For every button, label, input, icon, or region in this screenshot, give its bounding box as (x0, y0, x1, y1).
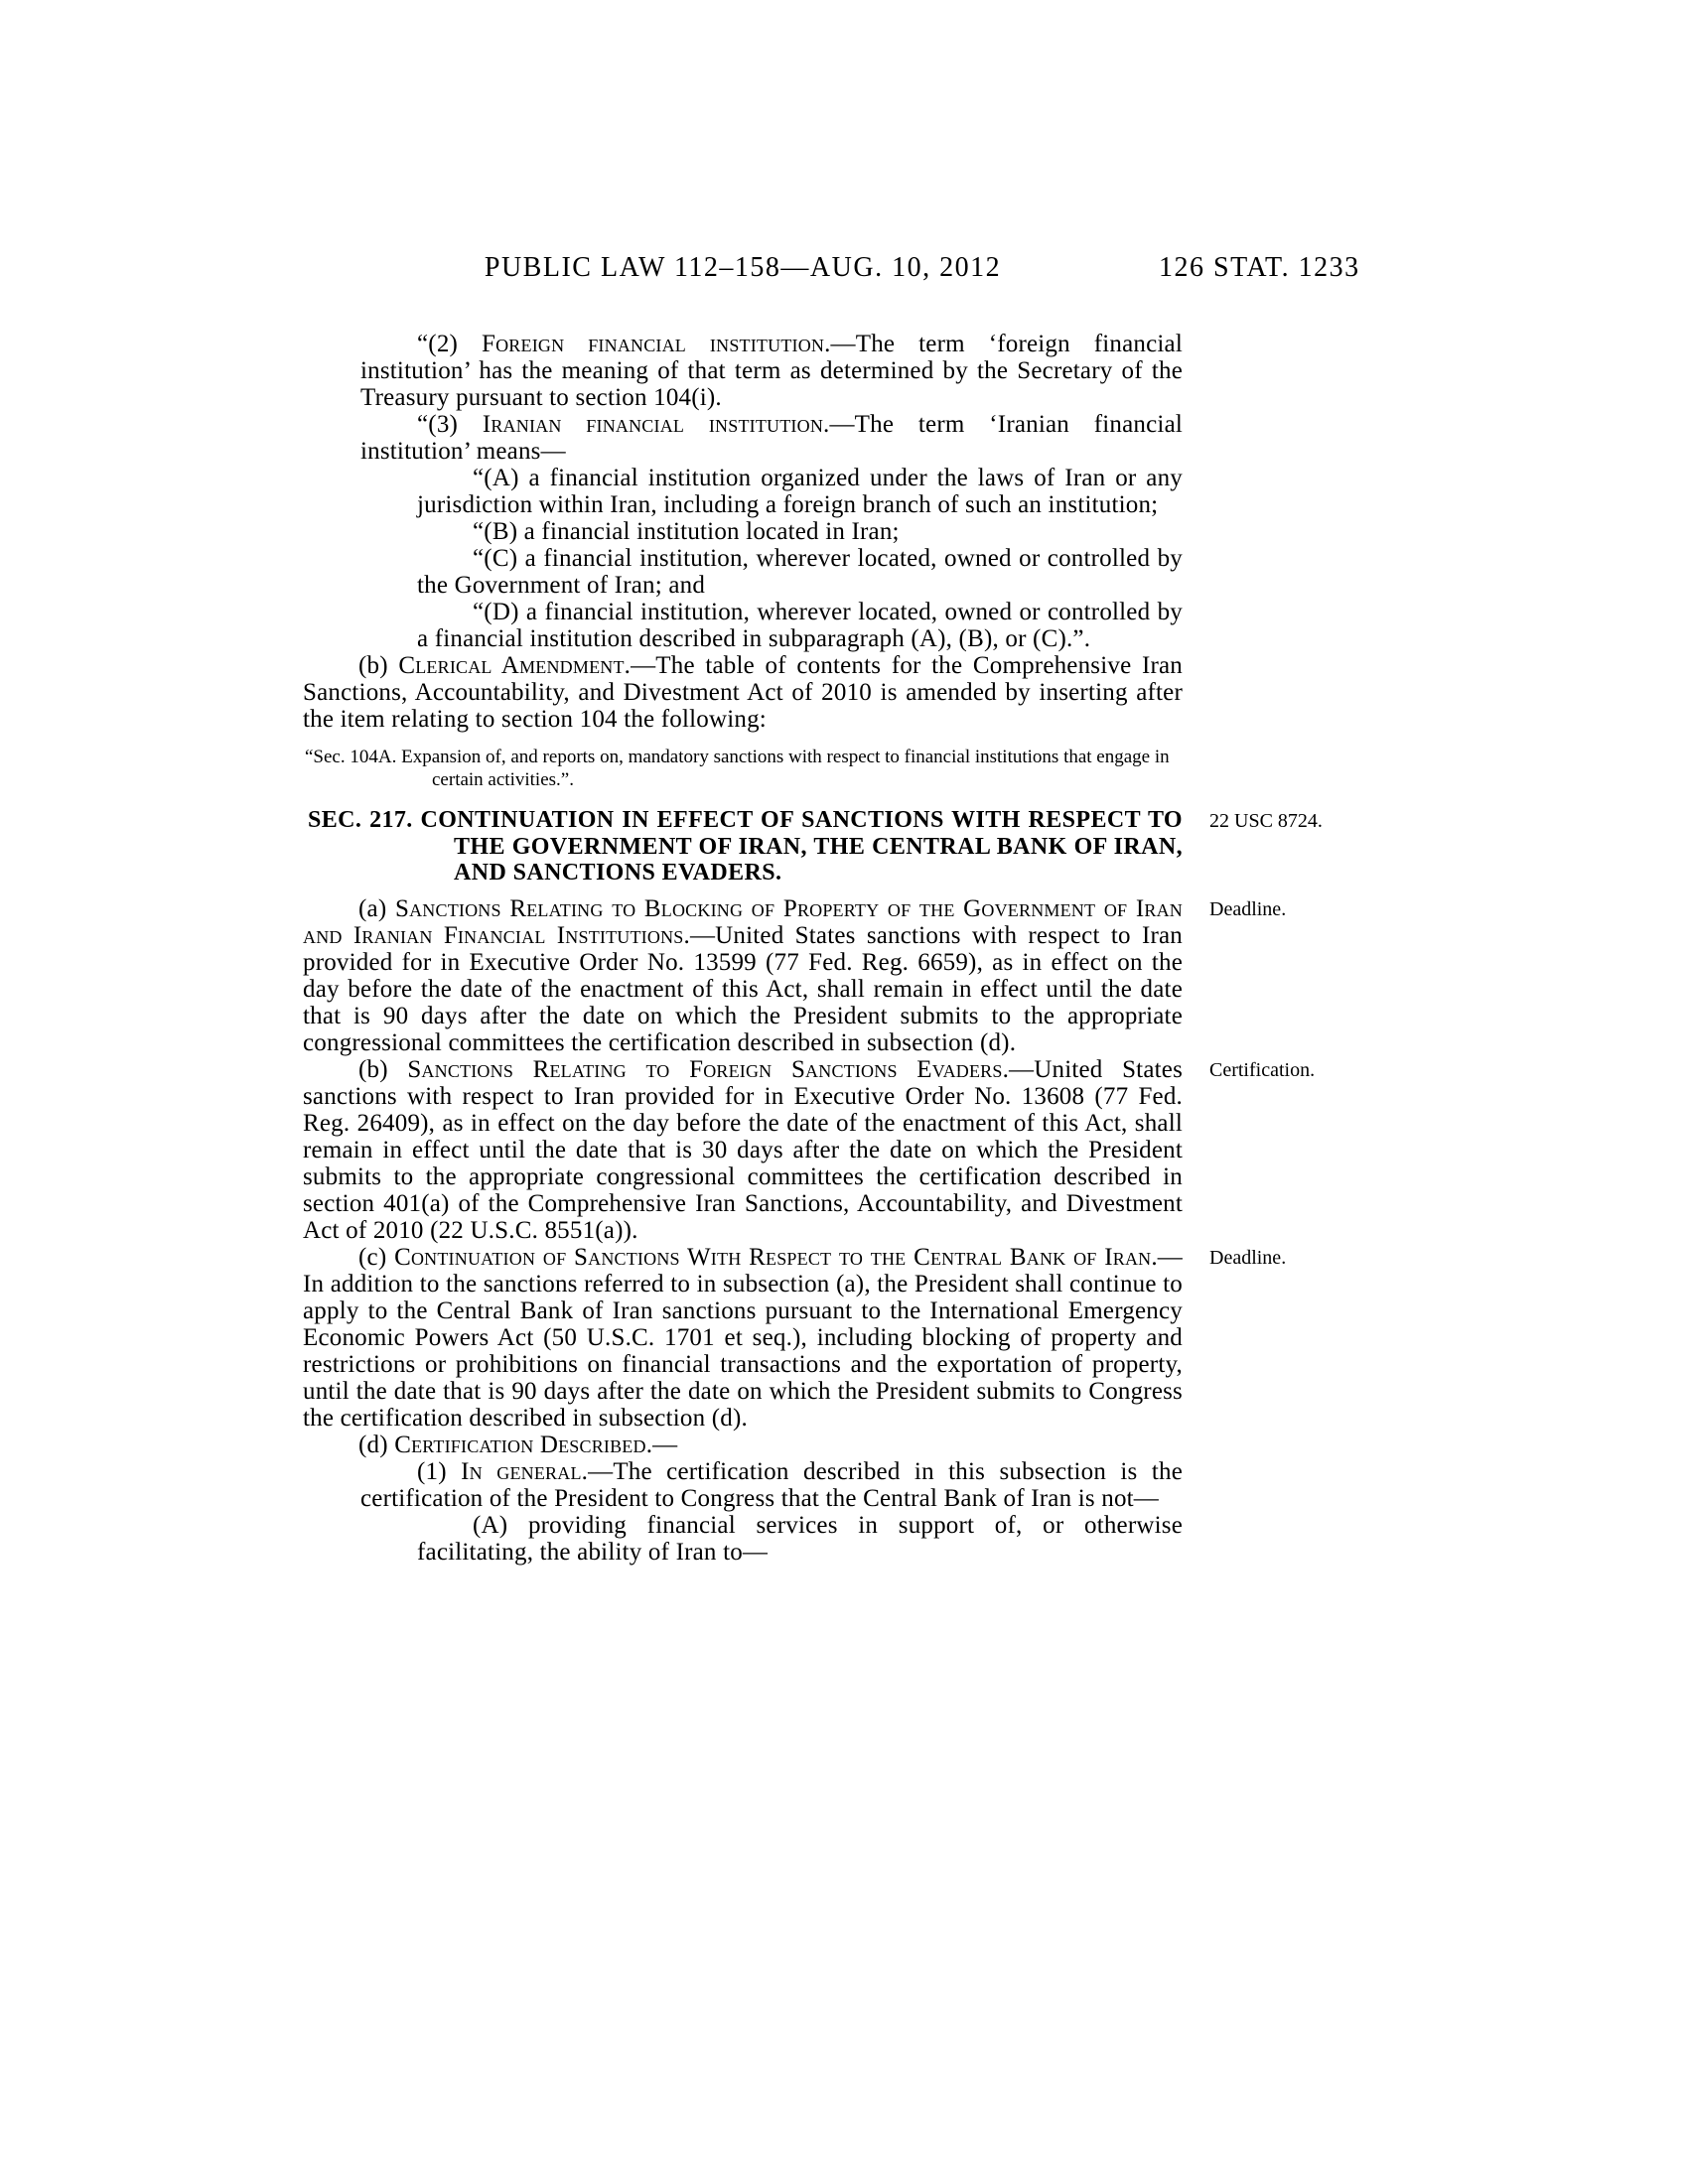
paragraph (303, 1243, 1287, 1432)
paragraph (303, 894, 1287, 1056)
body-column (303, 331, 1323, 1566)
paragraph (303, 1432, 1183, 1458)
text-run: “Sec. 104A. Expansion of, and reports on, mandatory sanctions with respect to financial institutions that engage in certain activities.”. (305, 747, 1170, 790)
section-heading (303, 807, 1323, 887)
text-run: “(3) (417, 411, 483, 438)
small-caps-run: Clerical Amendment (398, 652, 625, 679)
text-run: (d) (358, 1431, 395, 1458)
margin-note: 22 USC 8724. (1209, 810, 1323, 832)
text-run: (c) (358, 1243, 395, 1271)
text-run: .—United States sanctions with respect to Iran provided for in Executive Order No. 13599 (77 Fed. Reg. 6659), as in effect on the day before the date of the enactment of this Act, shall remain in effect until the date that is 90 days after the date on which the President submits to the appropriate congressional committees the certification described in subsection (d). (303, 921, 1184, 1056)
paragraph (303, 652, 1183, 733)
margin-note: Certification. (1209, 1058, 1316, 1081)
text-run: .—The term ‘Iranian financial institution’ means— (360, 411, 1184, 465)
text-run: .—The term ‘foreign financial institution’ has the meaning of that term as determined by the Secretary of the Treasury pursuant to section 104(i). (360, 331, 1183, 411)
margin-note: Deadline. (1209, 897, 1287, 920)
text-run: “(2) (417, 331, 482, 357)
paragraph (360, 331, 1183, 411)
paragraph (360, 1458, 1183, 1512)
small-caps-run: Continuation of Sanctions With Respect to the Central Bank of Iran (394, 1243, 1152, 1271)
stat-page-number: 126 STAT. 1233 (1159, 252, 1360, 283)
toc-entry-note (303, 747, 1183, 791)
paragraph (360, 411, 1183, 465)
small-caps-run: Iranian financial institution (482, 411, 824, 438)
text-run: “(B) a financial institution located in Iran; (473, 518, 900, 545)
paragraph (303, 1055, 1316, 1244)
text-run: .—The table of contents for the Comprehensive Iran Sanctions, Accountability, and Divestment Act of 2010 is amended by inserting after the item relating to section 104 the following: (303, 652, 1184, 733)
text-run: .—United States sanctions with respect to Iran provided for in Executive Order No. 13608 (77 Fed. Reg. 26409), as in effect on the day before the date of the enactment of this Act, shall remain in effect until the date that is 30 days after the date on which the President submits to the appropriate congressional committees the certification described in section 401(a) of the Comprehensive Iran Sanctions, Accountability, and Divestment Act of 2010 (22 U.S.C. 8551(a)). (303, 1055, 1183, 1244)
paragraph (417, 545, 1183, 599)
text-run: SEC. 217. CONTINUATION IN EFFECT OF SANCTIONS WITH RESPECT TO THE GOVERNMENT OF IRAN, THE CENTRAL BANK OF IRAN, AND SANCTIONS EVADERS. (308, 807, 1183, 886)
text-run: (b) (358, 1055, 408, 1083)
text-run: “(A) a financial institution organized under the laws of Iran or any jurisdiction within Iran, including a foreign branch of such an institution; (417, 465, 1183, 518)
paragraph (417, 599, 1183, 652)
margin-note: Deadline. (1209, 1246, 1287, 1269)
text-run: .— (645, 1431, 678, 1458)
text-run: (a) (358, 894, 395, 922)
text-run: (A) providing financial services in support of, or otherwise facilitating, the ability of Iran to— (417, 1511, 1183, 1566)
small-caps-run: Sanctions Relating to Foreign Sanctions Evaders (407, 1055, 1003, 1083)
paragraph (417, 465, 1183, 518)
small-caps-run: Foreign financial institution (481, 331, 825, 357)
running-head: PUBLIC LAW 112–158—AUG. 10, 2012 (484, 252, 1002, 283)
text-run: (b) (358, 652, 399, 679)
text-run: “(D) a financial institution, wherever located, owned or controlled by a financial institution described in subparagraph (A), (B), or (C).”. (417, 599, 1183, 652)
paragraph (417, 518, 1183, 545)
small-caps-run: In general (461, 1457, 582, 1485)
text-run: .—The certification described in this subsection is the certification of the President to Congress that the Central Bank of Iran is not— (360, 1457, 1184, 1512)
paragraph (417, 1512, 1183, 1566)
small-caps-run: Sanctions Relating to Blocking of Property of the Government of Iran and Iranian Financial Institutions (303, 894, 1183, 949)
text-run: “(C) a financial institution, wherever located, owned or controlled by the Government of Iran; and (417, 545, 1183, 599)
text-run: (1) (417, 1457, 462, 1485)
small-caps-run: Certification Described (394, 1431, 646, 1458)
text-run: .—In addition to the sanctions referred to in subsection (a), the President shall continue to apply to the Central Bank of Iran sanctions pursuant to the International Emergency Economic Powers Act (50 U.S.C. 1701 et seq.), including blocking of property and restrictions or prohibitions on financial transactions and the exportation of property, until the date that is 90 days after the date on which the President submits to Congress the certification described in subsection (d). (303, 1243, 1184, 1432)
